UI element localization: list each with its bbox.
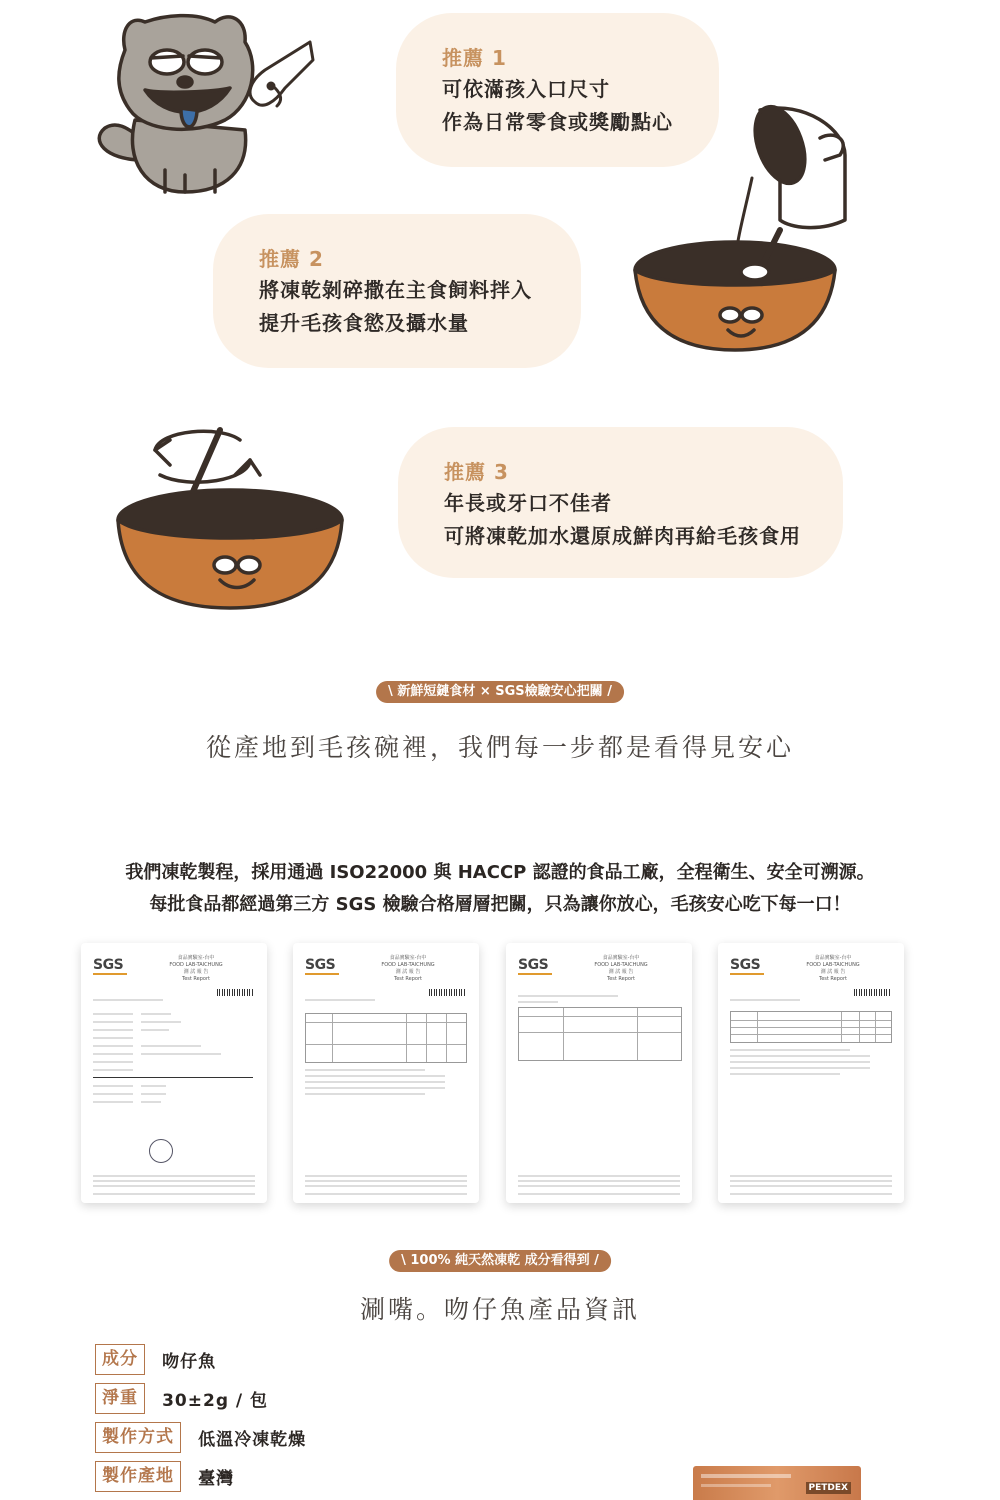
recommendation-text-line: 作為日常零食或獎勵點心 [442,110,673,134]
recommendation-number: 推薦 1 [442,46,507,70]
recommendation-text-line: 將凍乾剝碎撒在主食飼料拌入 [259,278,532,302]
certificate-header: 食品實驗室-台中 FOOD LAB-TAICHUNG 測 試 報 告 Test Report [169,955,223,982]
certificate-header: 食品實驗室-台中 FOOD LAB-TAICHUNG 測 試 報 告 Test Report [806,955,860,982]
product-package-image [693,1466,861,1500]
product-info-label: 成分 [95,1344,145,1375]
sgs-certificate-2 [293,943,479,1203]
certificate-header: 食品實驗室-台中 FOOD LAB-TAICHUNG 測 試 報 告 Test Report [381,955,435,982]
product-info-value: 30±2g / 包 [162,1391,269,1411]
sgs-logo: SGS [730,957,761,973]
product-info-row [95,1344,216,1378]
sgs-certificate-1 [81,943,267,1203]
certificate-header: 食品實驗室-台中 FOOD LAB-TAICHUNG 測 試 報 告 Test Report [594,955,648,982]
recommendation-number: 推薦 3 [444,460,509,484]
product-info-value: 吻仔魚 [162,1352,217,1372]
package-brand: PETDEX [806,1482,851,1494]
product-info-label: 淨重 [95,1383,145,1414]
safety-paragraph-line: 我們凍乾製程，採用通過 ISO22000 與 HACCP 認證的食品工廠，全程衛生、安全可溯源。 [125,862,875,883]
product-info-value: 低溫冷凍乾燥 [198,1430,307,1450]
product-info-row [95,1422,306,1456]
product-info-label: 製作方式 [95,1422,181,1453]
safety-paragraph-line: 每批食品都經過第三方 SGS 檢驗合格層層把關，只為讓你放心，毛孩安心吃下每一口！ [149,894,851,915]
recommendation-text-line: 提升毛孩食慾及攝水量 [259,311,469,335]
product-section-tag: \ 100% 純天然凍乾 成分看得到 / [389,1250,611,1272]
product-info-row [95,1461,234,1495]
recommendation-bubble-3 [398,427,843,578]
safety-section-tag: \ 新鮮短鏈食材 × SGS檢驗安心把關 / [376,681,624,703]
sgs-logo: SGS [305,957,336,973]
product-info-value: 臺灣 [198,1469,235,1489]
product-section-heading: 涮嘴。吻仔魚產品資訊 [359,1295,640,1324]
pouring-bowl-illustration [630,100,860,360]
recommendation-text-line: 可依滿孩入口尺寸 [442,77,610,101]
product-info-row [95,1383,268,1417]
sgs-certificate-3 [506,943,692,1203]
sgs-logo: SGS [518,957,549,973]
safety-section-heading: 從產地到毛孩碗裡，我們每一步都是看得見安心 [205,733,794,762]
stirring-bowl-illustration [100,420,370,610]
recommendation-text-line: 可將凍乾加水還原成鮮肉再給毛孩食用 [444,524,801,548]
sgs-certificate-4 [718,943,904,1203]
product-info-label: 製作產地 [95,1461,181,1492]
cat-illustration [85,10,315,200]
recommendation-number: 推薦 2 [259,247,324,271]
recommendation-bubble-2 [213,214,581,368]
sgs-logo: SGS [93,957,124,973]
recommendation-text-line: 年長或牙口不佳者 [444,491,612,515]
